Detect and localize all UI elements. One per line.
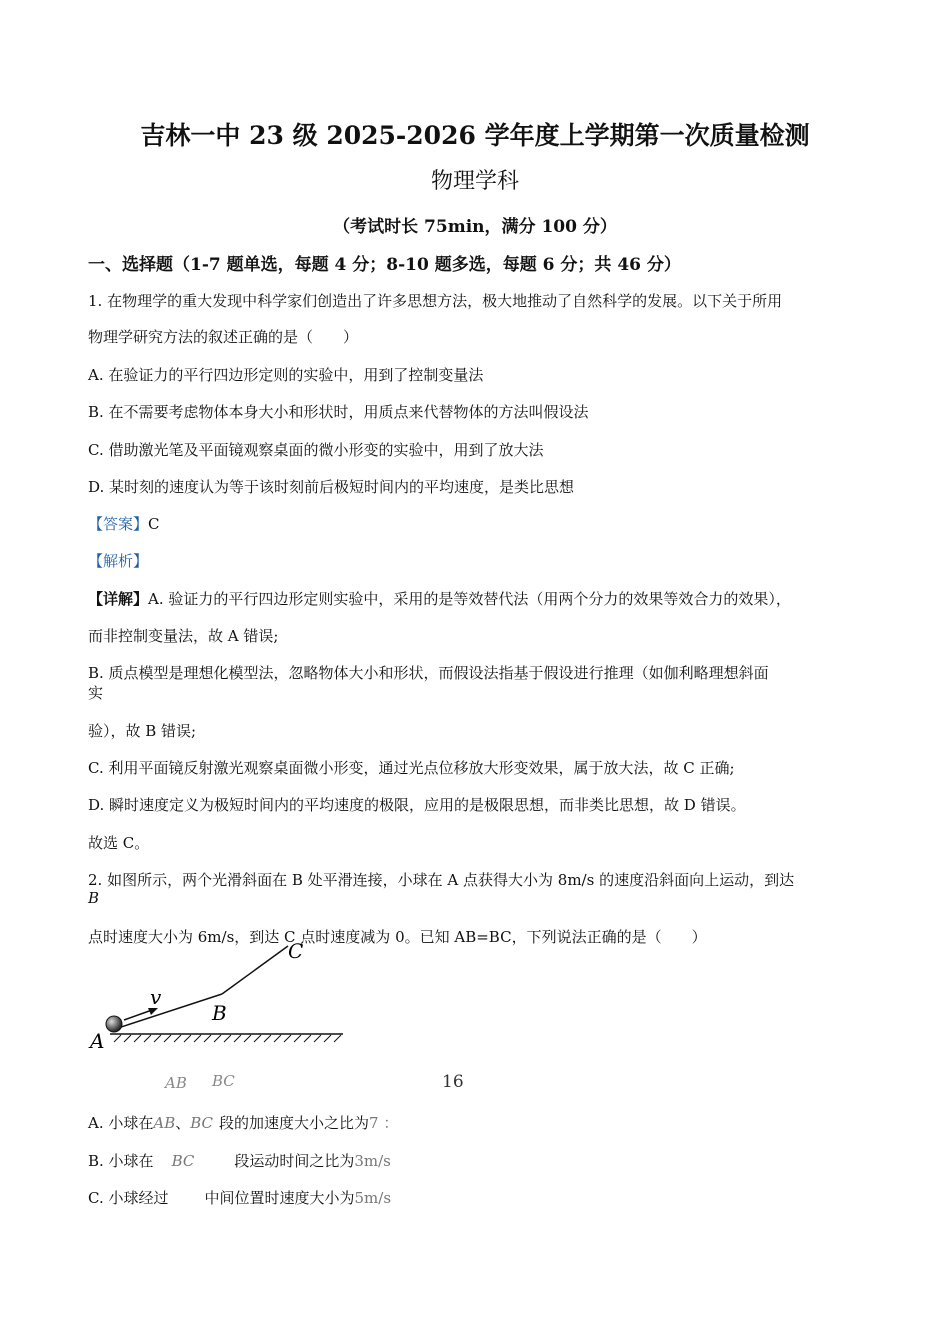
- q1-detail-b1: B. 质点模型是理想化模型法，忽略物体大小和形状，而假设法指基于假设进行推理（如伽利略理想斜面: [88, 664, 769, 682]
- q2-option-c: [88, 1187, 868, 1208]
- answer-value: C: [148, 515, 160, 533]
- q2-option-b-tail: 3m/s: [354, 1152, 391, 1170]
- label-b: B: [212, 1001, 227, 1025]
- q2-stem-line1: 2. 如图所示，两个光滑斜面在 B 处平滑连接，小球在 A 点获得大小为 8m/s 的速度沿斜面向上运动，到达: [88, 871, 795, 889]
- q1-stem-line1: 1. 在物理学的重大发现中科学家们创造出了许多思想方法，极大地推动了自然科学的发展。以下关于所用: [88, 292, 783, 310]
- q2-stem-line2: 点时速度大小为 6m/s，到达 C 点时速度减为 0。已知 AB=BC，下列说法正确的是（ ）: [88, 928, 707, 946]
- q1-option-a: A. 在验证力的平行四边形定则的实验中，用到了控制变量法: [88, 366, 484, 384]
- q1-detail-b2: 验），故 B 错误;: [88, 722, 197, 740]
- q1-option-c: C. 借助激光笔及平面镜观察桌面的微小形变的实验中，用到了放大法: [88, 441, 544, 459]
- q1-answer: [88, 513, 868, 534]
- q1-stem-line2: 物理学研究方法的叙述正确的是（ ）: [88, 328, 359, 346]
- section-heading: 一、选择题（1-7 题单选，每题 4 分；8-10 题多选，每题 6 分；共 46 分）: [88, 255, 681, 275]
- q2-option-a-prefix: A. 小球在: [88, 1114, 154, 1132]
- q1-detail-c: C. 利用平面镜反射激光观察桌面微小形变，通过光点位移放大形变效果，属于放大法，故 C 正确;: [88, 759, 735, 777]
- exam-info: （考试时长 75min，满分 100 分）: [333, 217, 617, 237]
- label-a: A: [90, 1029, 105, 1053]
- q2-option-a-suffix: 段的加速度大小之比为: [219, 1114, 370, 1132]
- q1-detail-a1: [88, 588, 868, 609]
- q2-option-b: [88, 1150, 868, 1171]
- q2-option-b-bc: BC: [171, 1152, 195, 1170]
- incline-bc: [222, 946, 288, 994]
- incline-diagram: [88, 938, 358, 1058]
- q2-option-a-bc: BC: [190, 1114, 214, 1132]
- q1-detail-d: D. 瞬时速度定义为极短时间内的平均速度的极限，应用的是极限思想，而非类比思想，故 D 错误。: [88, 796, 746, 814]
- detail-a1-text: A. 验证力的平行四边形定则实验中，采用的是等效替代法（用两个分力的效果等效合力的效果），: [148, 590, 791, 608]
- q2-option-b-suffix: 段运动时间之比为: [234, 1152, 355, 1170]
- label-v: v: [150, 985, 162, 1009]
- q2-option-a-tail: 7 ：: [369, 1114, 399, 1132]
- q2-option-a: [88, 1112, 868, 1133]
- ball: [106, 1016, 122, 1032]
- analysis-tag: 【解析】: [88, 552, 149, 570]
- q1-option-b: B. 在不需要考虑物体本身大小和形状时，用质点来代替物体的方法叫假设法: [88, 403, 589, 421]
- q2-option-c-tail: 5m/s: [354, 1189, 392, 1207]
- q1-option-d: D. 某时刻的速度认为等于该时刻前后极短时间内的平均速度，是类比思想: [88, 478, 575, 496]
- velocity-arrowhead: [148, 1008, 158, 1015]
- incline-ab: [112, 994, 222, 1030]
- stray-bc: BC: [212, 1072, 235, 1090]
- q1-detail-a2: 而非控制变量法，故 A 错误;: [88, 627, 279, 645]
- q2-option-c-prefix: C. 小球经过: [88, 1189, 169, 1207]
- ground-hatching: [114, 1035, 341, 1042]
- label-c: C: [288, 939, 304, 963]
- subject-title: 物理学科: [430, 169, 519, 194]
- detail-tag: 【详解】: [88, 590, 149, 608]
- q1-detail-b1b: 实: [88, 684, 104, 702]
- q2-option-b-prefix: B. 小球在: [88, 1152, 154, 1170]
- q2-option-c-suffix: 中间位置时速度大小为: [204, 1189, 355, 1207]
- q2-option-a-sep: 、: [175, 1114, 191, 1132]
- answer-tag: 【答案】: [88, 515, 149, 533]
- q2-stem-line1b: B: [88, 889, 100, 907]
- q2-option-a-ab: AB: [153, 1114, 176, 1132]
- exam-title: 吉林一中 23 级 2025-2026 学年度上学期第一次质量检测: [140, 121, 810, 150]
- stray-16: 16: [442, 1072, 464, 1092]
- stray-ab: AB: [165, 1074, 187, 1092]
- q1-conclusion: 故选 C。: [88, 834, 150, 852]
